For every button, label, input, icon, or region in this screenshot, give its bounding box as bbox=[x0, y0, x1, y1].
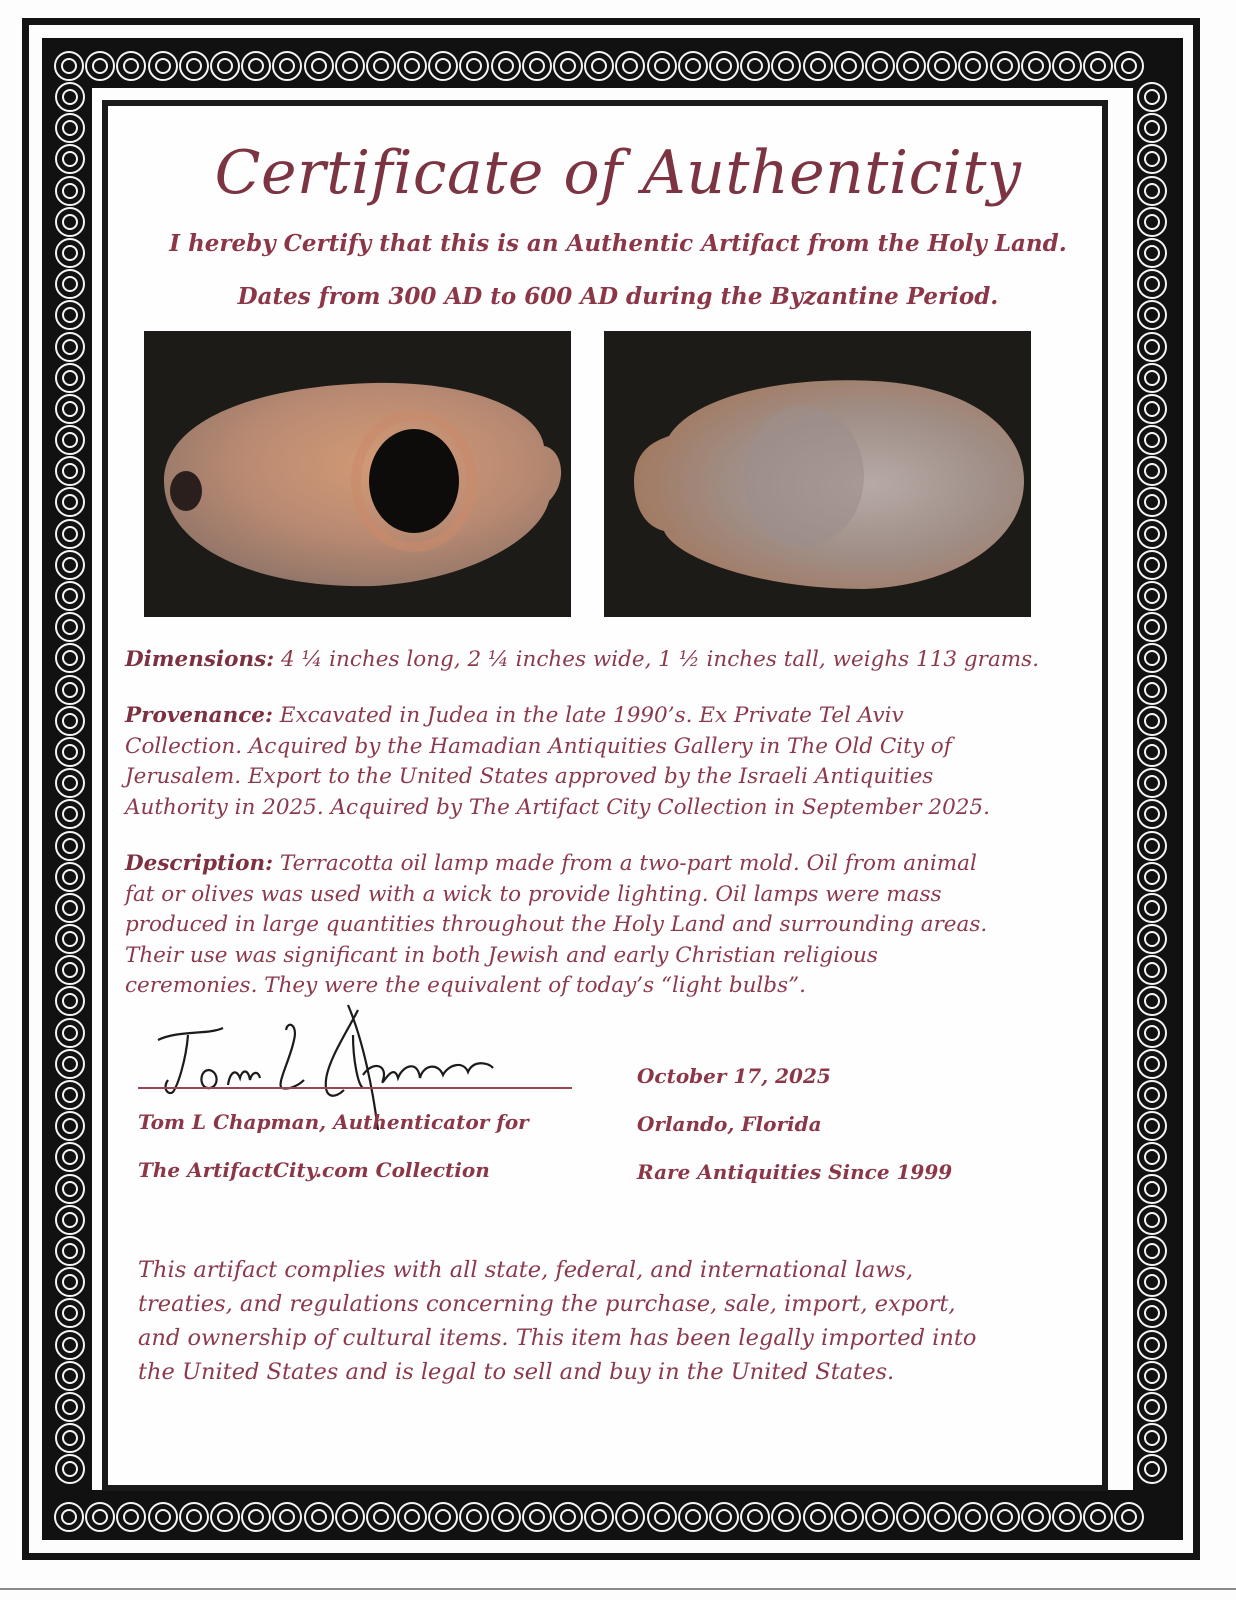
oil-lamp-top-view-icon bbox=[144, 331, 571, 617]
concentric-circle-ornament-icon bbox=[1137, 456, 1167, 486]
concentric-circle-ornament-icon bbox=[1137, 332, 1167, 362]
concentric-circle-ornament-icon bbox=[1137, 986, 1167, 1016]
artifact-photo-bottom bbox=[604, 331, 1031, 617]
concentric-circle-ornament-icon bbox=[1137, 1142, 1167, 1172]
legal-line: and ownership of cultural items. This item has been legally imported into bbox=[138, 1325, 977, 1351]
concentric-circle-ornament-icon bbox=[55, 1298, 85, 1328]
legal-line: This artifact complies with all state, federal, and international laws, bbox=[138, 1257, 914, 1283]
concentric-circle-ornament-icon bbox=[459, 51, 489, 81]
concentric-circle-ornament-icon bbox=[55, 612, 85, 642]
concentric-circle-ornament-icon bbox=[272, 51, 302, 81]
concentric-circle-ornament-icon bbox=[771, 1502, 801, 1532]
description-line: produced in large quantities throughout the Holy Land and surrounding areas. bbox=[125, 912, 988, 937]
concentric-circle-ornament-icon bbox=[1114, 51, 1144, 81]
concentric-circle-ornament-icon bbox=[1137, 1423, 1167, 1453]
concentric-circle-ornament-icon bbox=[1137, 1205, 1167, 1235]
concentric-circle-ornament-icon bbox=[55, 1080, 85, 1110]
border-rings-top bbox=[54, 51, 1144, 81]
concentric-circle-ornament-icon bbox=[553, 51, 583, 81]
concentric-circle-ornament-icon bbox=[55, 581, 85, 611]
concentric-circle-ornament-icon bbox=[55, 955, 85, 985]
concentric-circle-ornament-icon bbox=[803, 1502, 833, 1532]
concentric-circle-ornament-icon bbox=[1137, 1236, 1167, 1266]
concentric-circle-ornament-icon bbox=[740, 1502, 770, 1532]
authenticator-org: The ArtifactCity.com Collection bbox=[138, 1158, 490, 1182]
concentric-circle-ornament-icon bbox=[366, 1502, 396, 1532]
concentric-circle-ornament-icon bbox=[55, 487, 85, 517]
concentric-circle-ornament-icon bbox=[55, 643, 85, 673]
certificate-location: Orlando, Florida bbox=[637, 1112, 822, 1136]
concentric-circle-ornament-icon bbox=[55, 1049, 85, 1079]
concentric-circle-ornament-icon bbox=[615, 1502, 645, 1532]
concentric-circle-ornament-icon bbox=[55, 550, 85, 580]
concentric-circle-ornament-icon bbox=[1052, 51, 1082, 81]
concentric-circle-ornament-icon bbox=[1137, 1330, 1167, 1360]
concentric-circle-ornament-icon bbox=[366, 51, 396, 81]
concentric-circle-ornament-icon bbox=[55, 1423, 85, 1453]
concentric-circle-ornament-icon bbox=[116, 51, 146, 81]
concentric-circle-ornament-icon bbox=[958, 1502, 988, 1532]
concentric-circle-ornament-icon bbox=[397, 51, 427, 81]
certify-statement: I hereby Certify that this is an Authentic Artifact from the Holy Land. bbox=[169, 230, 1067, 257]
concentric-circle-ornament-icon bbox=[491, 51, 521, 81]
provenance-line: Excavated in Judea in the late 1990’s. Ex Private Tel Aviv bbox=[272, 703, 904, 728]
concentric-circle-ornament-icon bbox=[55, 831, 85, 861]
concentric-circle-ornament-icon bbox=[584, 1502, 614, 1532]
concentric-circle-ornament-icon bbox=[522, 51, 552, 81]
legal-line: treaties, and regulations concerning the purchase, sale, import, export, bbox=[138, 1291, 956, 1317]
concentric-circle-ornament-icon bbox=[958, 51, 988, 81]
date-range-statement: Dates from 300 AD to 600 AD during the Byzantine Period. bbox=[237, 283, 999, 310]
description-line: Terracotta oil lamp made from a two-part mold. Oil from animal bbox=[273, 851, 977, 876]
concentric-circle-ornament-icon bbox=[85, 51, 115, 81]
concentric-circle-ornament-icon bbox=[803, 51, 833, 81]
concentric-circle-ornament-icon bbox=[55, 519, 85, 549]
dimensions-text: 4 ¼ inches long, 2 ¼ inches wide, 1 ½ inches tall, weighs 113 grams. bbox=[274, 647, 1040, 672]
concentric-circle-ornament-icon bbox=[1052, 1502, 1082, 1532]
authenticator-block bbox=[138, 1098, 529, 1194]
concentric-circle-ornament-icon bbox=[896, 1502, 926, 1532]
concentric-circle-ornament-icon bbox=[335, 1502, 365, 1532]
concentric-circle-ornament-icon bbox=[1021, 51, 1051, 81]
concentric-circle-ornament-icon bbox=[428, 1502, 458, 1532]
concentric-circle-ornament-icon bbox=[55, 706, 85, 736]
concentric-circle-ornament-icon bbox=[1137, 955, 1167, 985]
concentric-circle-ornament-icon bbox=[1137, 550, 1167, 580]
description-line: fat or olives was used with a wick to provide lighting. Oil lamps were mass bbox=[125, 881, 942, 907]
concentric-circle-ornament-icon bbox=[1137, 612, 1167, 642]
concentric-circle-ornament-icon bbox=[55, 799, 85, 829]
concentric-circle-ornament-icon bbox=[55, 1236, 85, 1266]
concentric-circle-ornament-icon bbox=[55, 1330, 85, 1360]
concentric-circle-ornament-icon bbox=[1137, 831, 1167, 861]
concentric-circle-ornament-icon bbox=[55, 1205, 85, 1235]
concentric-circle-ornament-icon bbox=[85, 1502, 115, 1532]
concentric-circle-ornament-icon bbox=[896, 51, 926, 81]
concentric-circle-ornament-icon bbox=[304, 1502, 334, 1532]
description-line: ceremonies. They were the equivalent of today’s “light bulbs”. bbox=[125, 973, 806, 998]
concentric-circle-ornament-icon bbox=[1137, 82, 1167, 112]
provenance-section bbox=[125, 701, 1085, 823]
description-line: Their use was significant in both Jewish and early Christian religious bbox=[125, 942, 878, 968]
concentric-circle-ornament-icon bbox=[1137, 1298, 1167, 1328]
concentric-circle-ornament-icon bbox=[1083, 51, 1113, 81]
concentric-circle-ornament-icon bbox=[709, 51, 739, 81]
company-tagline: Rare Antiquities Since 1999 bbox=[637, 1160, 953, 1184]
concentric-circle-ornament-icon bbox=[55, 1018, 85, 1048]
concentric-circle-ornament-icon bbox=[55, 1111, 85, 1141]
concentric-circle-ornament-icon bbox=[55, 768, 85, 798]
concentric-circle-ornament-icon bbox=[54, 51, 84, 81]
concentric-circle-ornament-icon bbox=[241, 1502, 271, 1532]
concentric-circle-ornament-icon bbox=[210, 1502, 240, 1532]
concentric-circle-ornament-icon bbox=[1137, 487, 1167, 517]
concentric-circle-ornament-icon bbox=[1114, 1502, 1144, 1532]
concentric-circle-ornament-icon bbox=[55, 862, 85, 892]
concentric-circle-ornament-icon bbox=[1137, 1080, 1167, 1110]
concentric-circle-ornament-icon bbox=[397, 1502, 427, 1532]
concentric-circle-ornament-icon bbox=[647, 1502, 677, 1532]
concentric-circle-ornament-icon bbox=[55, 1142, 85, 1172]
oil-lamp-bottom-view-icon bbox=[604, 331, 1031, 617]
concentric-circle-ornament-icon bbox=[428, 51, 458, 81]
dimensions-label: Dimensions: bbox=[125, 647, 275, 672]
certificate-title: Certificate of Authenticity bbox=[214, 138, 1022, 208]
concentric-circle-ornament-icon bbox=[615, 51, 645, 81]
concentric-circle-ornament-icon bbox=[55, 893, 85, 923]
dimensions-section bbox=[125, 645, 1085, 676]
concentric-circle-ornament-icon bbox=[55, 1361, 85, 1391]
concentric-circle-ornament-icon bbox=[709, 1502, 739, 1532]
concentric-circle-ornament-icon bbox=[1137, 1049, 1167, 1079]
description-section bbox=[125, 849, 1085, 1002]
legal-statement bbox=[138, 1253, 1078, 1389]
legal-line: the United States and is legal to sell and buy in the United States. bbox=[138, 1359, 895, 1385]
concentric-circle-ornament-icon bbox=[55, 924, 85, 954]
details-block bbox=[637, 1052, 952, 1196]
concentric-circle-ornament-icon bbox=[272, 1502, 302, 1532]
concentric-circle-ornament-icon bbox=[1137, 363, 1167, 393]
concentric-circle-ornament-icon bbox=[491, 1502, 521, 1532]
concentric-circle-ornament-icon bbox=[55, 737, 85, 767]
concentric-circle-ornament-icon bbox=[55, 1392, 85, 1422]
concentric-circle-ornament-icon bbox=[834, 51, 864, 81]
concentric-circle-ornament-icon bbox=[522, 1502, 552, 1532]
concentric-circle-ornament-icon bbox=[1137, 768, 1167, 798]
concentric-circle-ornament-icon bbox=[55, 394, 85, 424]
description-label: Description: bbox=[125, 851, 274, 876]
concentric-circle-ornament-icon bbox=[1137, 581, 1167, 611]
provenance-label: Provenance: bbox=[125, 703, 273, 728]
concentric-circle-ornament-icon bbox=[1137, 1454, 1167, 1484]
concentric-circle-ornament-icon bbox=[55, 363, 85, 393]
concentric-circle-ornament-icon bbox=[304, 51, 334, 81]
concentric-circle-ornament-icon bbox=[179, 51, 209, 81]
concentric-circle-ornament-icon bbox=[210, 51, 240, 81]
concentric-circle-ornament-icon bbox=[1137, 799, 1167, 829]
concentric-circle-ornament-icon bbox=[241, 51, 271, 81]
concentric-circle-ornament-icon bbox=[1021, 1502, 1051, 1532]
concentric-circle-ornament-icon bbox=[1137, 675, 1167, 705]
concentric-circle-ornament-icon bbox=[1137, 1018, 1167, 1048]
concentric-circle-ornament-icon bbox=[1137, 1267, 1167, 1297]
concentric-circle-ornament-icon bbox=[54, 1502, 84, 1532]
concentric-circle-ornament-icon bbox=[55, 332, 85, 362]
concentric-circle-ornament-icon bbox=[55, 82, 85, 112]
concentric-circle-ornament-icon bbox=[55, 986, 85, 1016]
concentric-circle-ornament-icon bbox=[865, 1502, 895, 1532]
concentric-circle-ornament-icon bbox=[1137, 1111, 1167, 1141]
provenance-line: Collection. Acquired by the Hamadian Antiquities Gallery in The Old City of bbox=[125, 733, 952, 759]
concentric-circle-ornament-icon bbox=[927, 1502, 957, 1532]
concentric-circle-ornament-icon bbox=[148, 51, 178, 81]
certificate-date: October 17, 2025 bbox=[637, 1064, 831, 1088]
concentric-circle-ornament-icon bbox=[1137, 425, 1167, 455]
concentric-circle-ornament-icon bbox=[865, 51, 895, 81]
concentric-circle-ornament-icon bbox=[335, 51, 365, 81]
concentric-circle-ornament-icon bbox=[584, 51, 614, 81]
concentric-circle-ornament-icon bbox=[771, 51, 801, 81]
concentric-circle-ornament-icon bbox=[1137, 1174, 1167, 1204]
concentric-circle-ornament-icon bbox=[678, 1502, 708, 1532]
concentric-circle-ornament-icon bbox=[1137, 862, 1167, 892]
concentric-circle-ornament-icon bbox=[927, 51, 957, 81]
concentric-circle-ornament-icon bbox=[1137, 706, 1167, 736]
concentric-circle-ornament-icon bbox=[55, 1174, 85, 1204]
concentric-circle-ornament-icon bbox=[1137, 1392, 1167, 1422]
concentric-circle-ornament-icon bbox=[647, 51, 677, 81]
signature-line bbox=[138, 1087, 572, 1089]
concentric-circle-ornament-icon bbox=[1137, 924, 1167, 954]
artifact-photo-top bbox=[144, 331, 571, 617]
concentric-circle-ornament-icon bbox=[55, 1267, 85, 1297]
concentric-circle-ornament-icon bbox=[1083, 1502, 1113, 1532]
concentric-circle-ornament-icon bbox=[834, 1502, 864, 1532]
concentric-circle-ornament-icon bbox=[990, 51, 1020, 81]
provenance-line: Jerusalem. Export to the United States approved by the Israeli Antiquities bbox=[125, 764, 934, 789]
concentric-circle-ornament-icon bbox=[459, 1502, 489, 1532]
page-edge bbox=[0, 1588, 1236, 1590]
concentric-circle-ornament-icon bbox=[55, 675, 85, 705]
concentric-circle-ornament-icon bbox=[55, 456, 85, 486]
concentric-circle-ornament-icon bbox=[1137, 643, 1167, 673]
concentric-circle-ornament-icon bbox=[1137, 893, 1167, 923]
concentric-circle-ornament-icon bbox=[179, 1502, 209, 1532]
concentric-circle-ornament-icon bbox=[740, 51, 770, 81]
concentric-circle-ornament-icon bbox=[1137, 737, 1167, 767]
concentric-circle-ornament-icon bbox=[990, 1502, 1020, 1532]
concentric-circle-ornament-icon bbox=[148, 1502, 178, 1532]
concentric-circle-ornament-icon bbox=[1137, 519, 1167, 549]
authenticator-name: Tom L Chapman, Authenticator for bbox=[138, 1110, 529, 1134]
concentric-circle-ornament-icon bbox=[678, 51, 708, 81]
concentric-circle-ornament-icon bbox=[1137, 1361, 1167, 1391]
concentric-circle-ornament-icon bbox=[553, 1502, 583, 1532]
concentric-circle-ornament-icon bbox=[1137, 394, 1167, 424]
concentric-circle-ornament-icon bbox=[55, 1454, 85, 1484]
concentric-circle-ornament-icon bbox=[55, 425, 85, 455]
border-rings-bottom bbox=[54, 1502, 1144, 1532]
concentric-circle-ornament-icon bbox=[116, 1502, 146, 1532]
provenance-line: Authority in 2025. Acquired by The Artifact City Collection in September 2025. bbox=[125, 794, 990, 820]
